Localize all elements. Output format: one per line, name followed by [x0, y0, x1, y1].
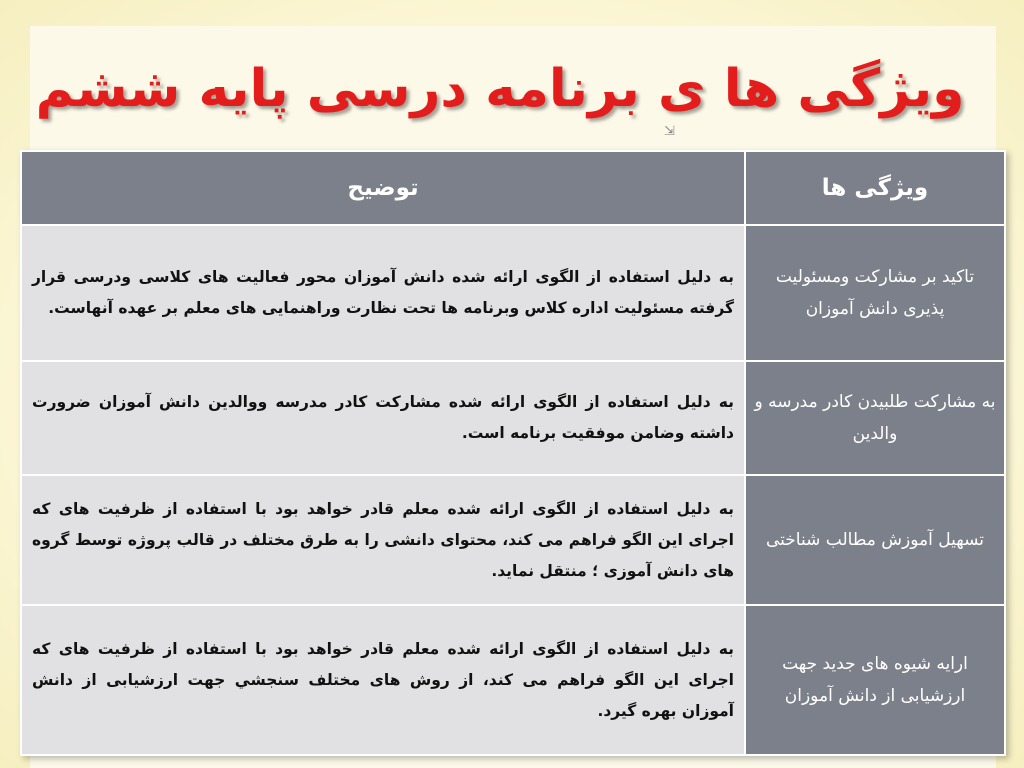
feature-cell: تسهیل آموزش مطالب شناختی [745, 475, 1005, 605]
description-cell: به دلیل استفاده از الگوی ارائه شده معلم قادر خواهد بود با استفاده از ظرفیت های که اجرای این الگو فراهم می کند، از روش های مختلف سنجشي جهت ارزشیابی از دانش آموزان بهره گیرد. [21, 605, 745, 755]
table-row [21, 225, 1005, 361]
table-row [21, 475, 1005, 605]
table-row [21, 605, 1005, 755]
features-table [20, 150, 1006, 756]
header-features: ویژگی ها [745, 151, 1005, 225]
mouse-cursor-icon: ⇲ [664, 124, 675, 139]
feature-cell: ارایه شیوه های جدید جهت ارزشیابی از دانش آموزان [745, 605, 1005, 755]
description-cell: به دلیل استفاده از الگوی ارائه شده معلم قادر خواهد بود با استفاده از ظرفیت های که اجرای این الگو فراهم می کند، محتوای دانشی را به طرق مختلف در قالب پروژه توسط گروه های دانش آموزی ؛ منتقل نماید. [21, 475, 745, 605]
table-row [21, 361, 1005, 475]
description-cell: به دلیل استفاده از الگوی ارائه شده مشارکت کادر مدرسه ووالدین دانش آموزان ضرورت داشته وضامن موفقیت برنامه است. [21, 361, 745, 475]
table-header-row [21, 151, 1005, 225]
header-description: توضیح [21, 151, 745, 225]
feature-cell: تاکید بر مشارکت ومسئولیت پذیری دانش آموزان [745, 225, 1005, 361]
slide-title: ویژگی ها ی برنامه درسی پایه ششم [35, 59, 965, 119]
feature-cell: به مشارکت طلبیدن کادر مدرسه و والدین [745, 361, 1005, 475]
description-cell: به دلیل استفاده از الگوی ارائه شده دانش آموزان محور فعالیت های کلاسی ودرسی قرار گرفته مسئولیت اداره کلاس وبرنامه ها تحت نظارت وراهنمایی های معلم بر عهده آنهاست. [21, 225, 745, 361]
